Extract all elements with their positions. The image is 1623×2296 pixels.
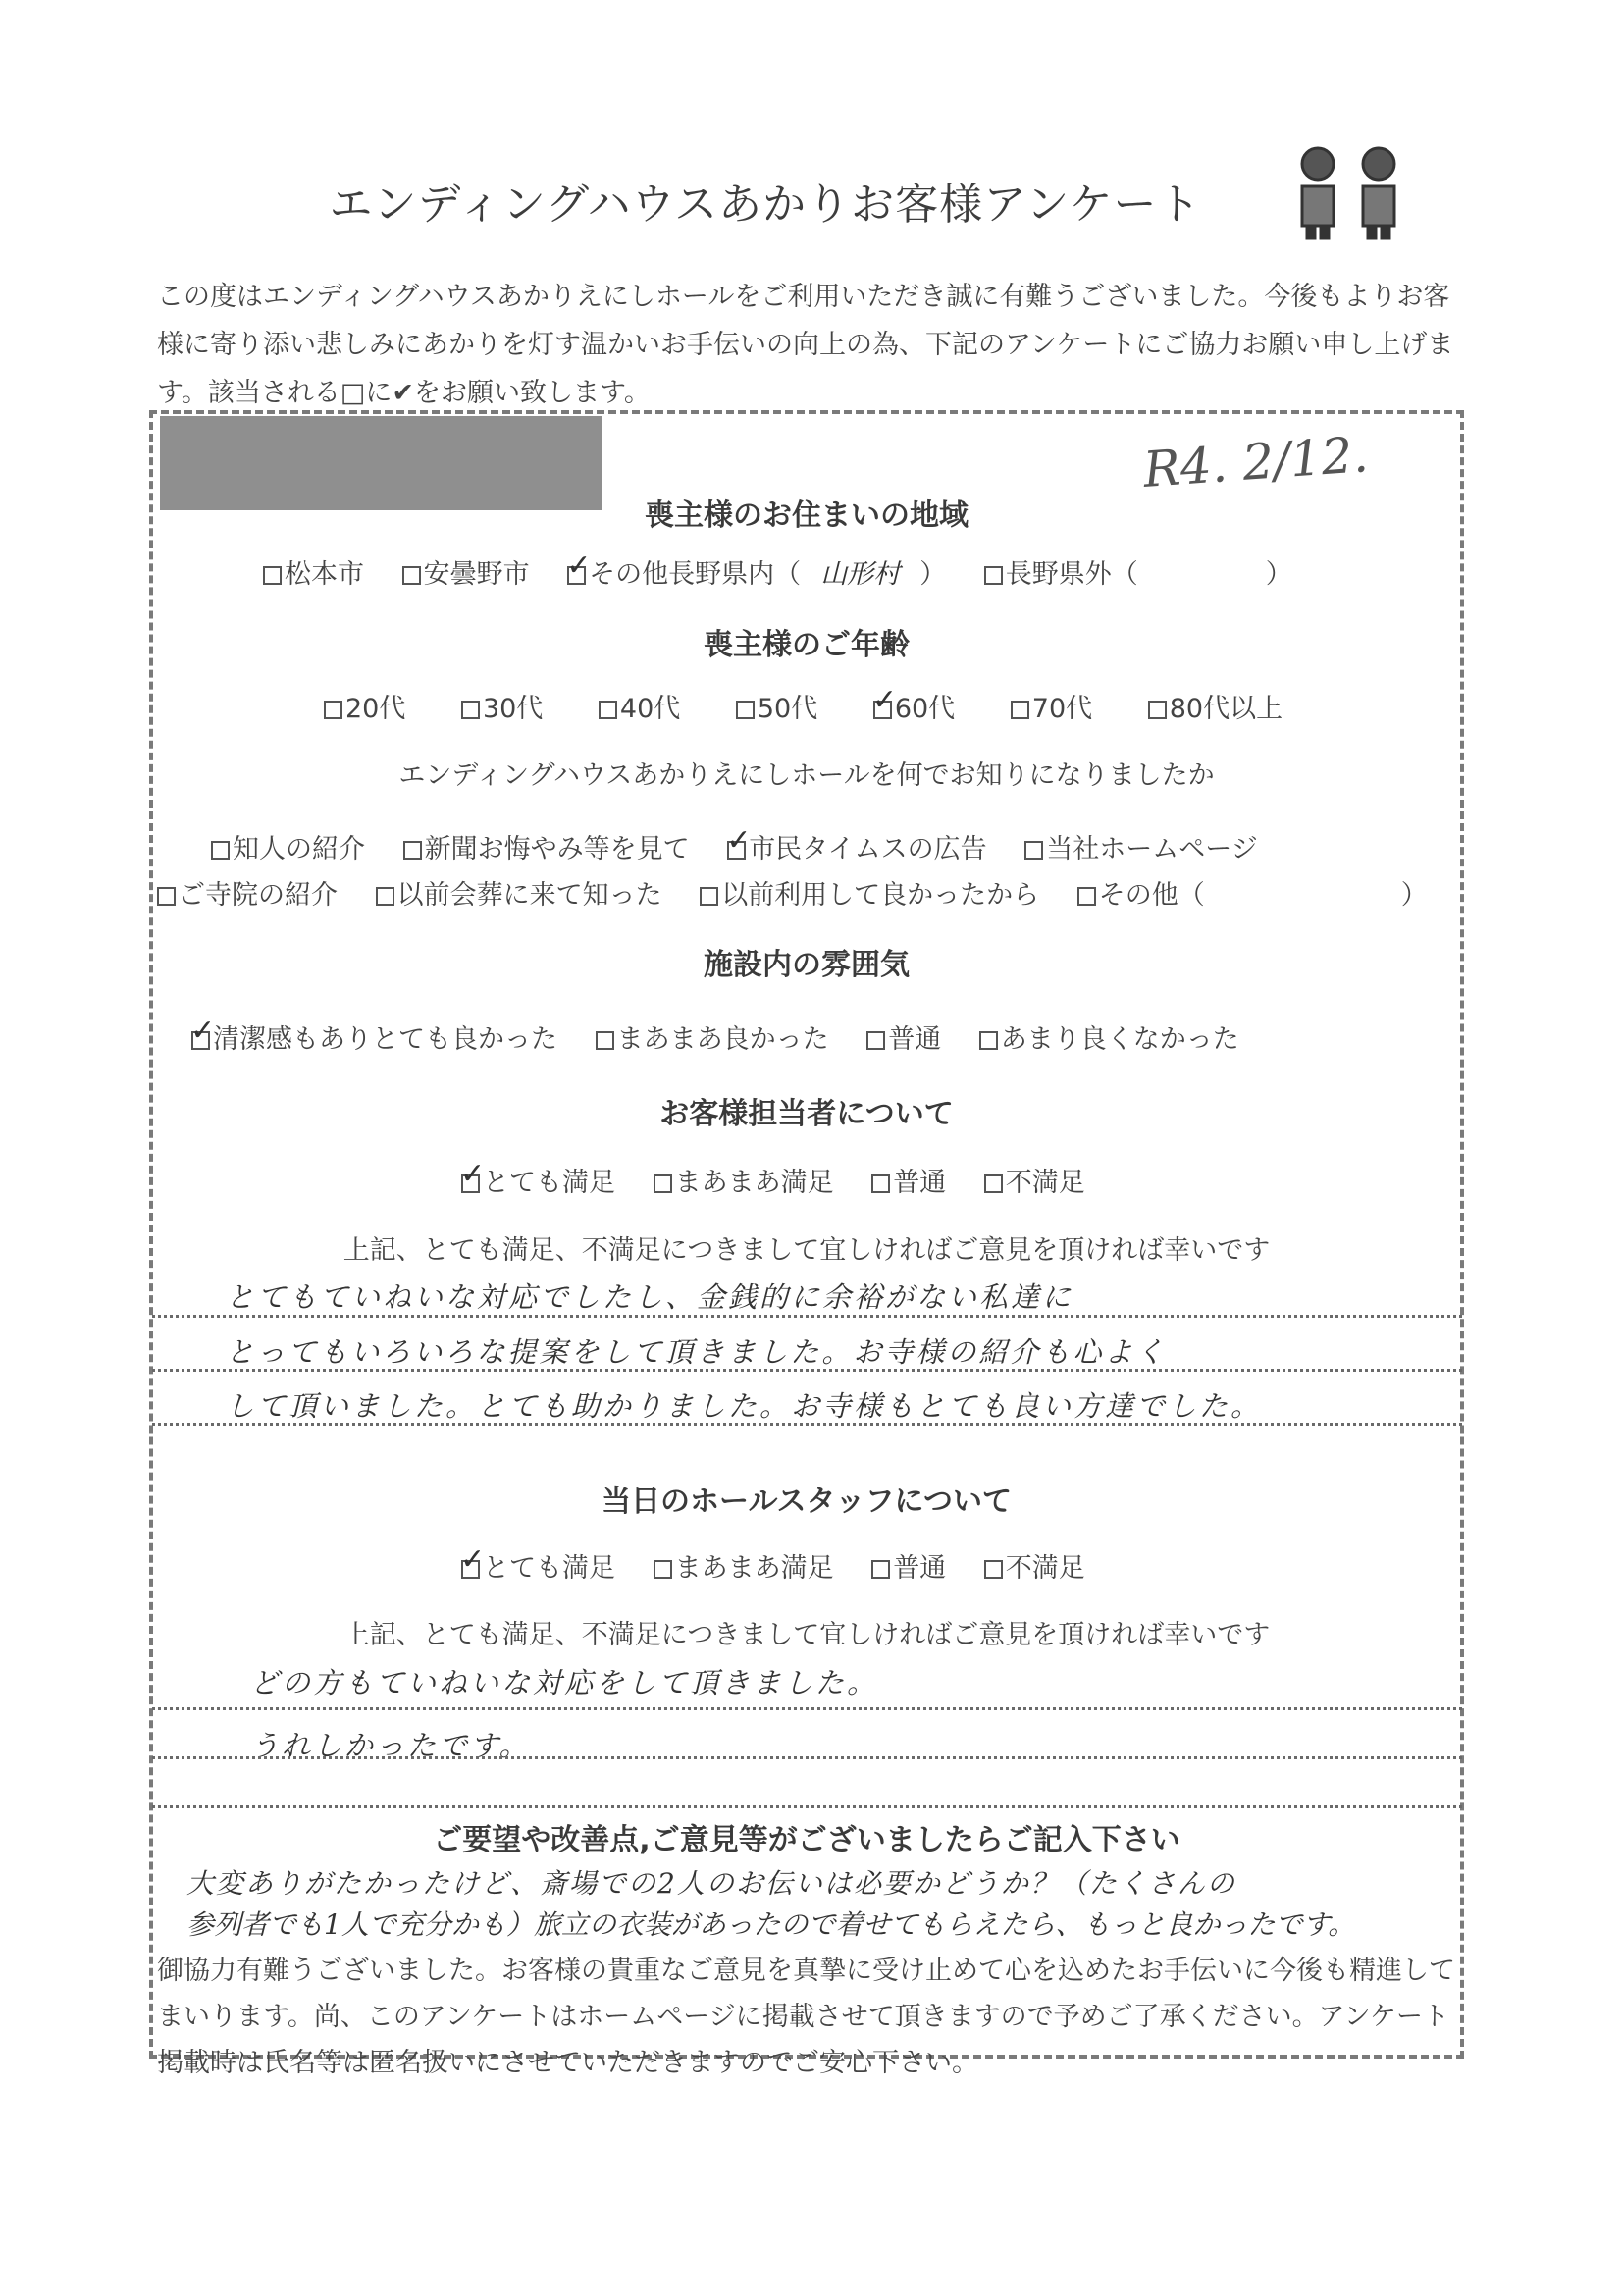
source-option[interactable]: 当社ホームページ	[1024, 827, 1257, 865]
staff-option[interactable]: まあまあ満足	[654, 1161, 834, 1199]
age-option[interactable]: 70代	[1011, 687, 1092, 725]
checkbox-checked[interactable]	[461, 1174, 480, 1193]
checkbox[interactable]	[596, 1031, 614, 1050]
age-option[interactable]: ✓ 60代	[873, 687, 955, 725]
atmosphere-option[interactable]: 普通	[866, 1018, 941, 1056]
checkbox[interactable]	[599, 701, 617, 719]
comment-dotted-line	[152, 1707, 1462, 1710]
age-option[interactable]: 50代	[736, 687, 817, 725]
comment-dotted-line	[152, 1369, 1462, 1372]
age-option[interactable]: 20代	[324, 687, 405, 725]
checkbox[interactable]	[871, 1174, 890, 1193]
checkbox[interactable]	[654, 1560, 672, 1579]
age-option[interactable]: 30代	[461, 687, 543, 725]
checkbox[interactable]	[403, 841, 422, 860]
staff-option[interactable]: 不満足	[984, 1161, 1085, 1199]
checkbox-checked[interactable]	[461, 1560, 480, 1579]
staff-figure-right	[1363, 148, 1394, 238]
comment-dotted-line	[152, 1805, 1462, 1808]
source-question: エンディングハウスあかりえにしホールを何でお知りになりましたか	[398, 760, 1215, 791]
checkbox[interactable]	[1011, 701, 1029, 719]
checkbox[interactable]	[1024, 841, 1043, 860]
source-option[interactable]: ご寺院の紹介	[157, 873, 338, 912]
region-options	[263, 552, 1292, 591]
checkbox[interactable]	[211, 841, 230, 860]
checkbox-checked[interactable]	[567, 566, 586, 585]
comment-dotted-line	[152, 1756, 1462, 1759]
region-option[interactable]: 長野県外（	[984, 552, 1138, 591]
source-options-row2	[157, 873, 1428, 912]
requests-comment-line: 参列者でも1人で充分かも）旅立の衣装があったので着せてもらえたら、もっと良かったです。	[186, 1908, 1356, 1941]
checkbox[interactable]	[736, 701, 755, 719]
source-option[interactable]: ✓ 市民タイムスの広告	[727, 827, 986, 865]
close-paren: ）	[1400, 880, 1428, 911]
close-paren: ）	[1265, 559, 1292, 590]
close-paren: ）	[919, 559, 947, 590]
requests-comment-line: 大変ありがたかったけど、斎場での2人のお伝いは必要かどうか？（たくさんの	[186, 1867, 1236, 1900]
staff-comment-line: して頂いました。とても助かりました。お寺様もとても良い方達でした。	[226, 1389, 1263, 1423]
hall-staff-option[interactable]: ✓とても満足	[461, 1546, 615, 1585]
hall-staff-option[interactable]: 不満足	[984, 1546, 1085, 1585]
checkbox-checked[interactable]	[873, 701, 892, 719]
source-option[interactable]: 以前会葬に来て知った	[376, 873, 662, 912]
atmosphere-option[interactable]: ✓清潔感もありとても良かった	[191, 1018, 557, 1056]
hall-staff-comment-line: どの方もていねいな対応をして頂きました。	[250, 1666, 879, 1699]
checkbox[interactable]	[984, 566, 1003, 585]
age-option[interactable]: 80代以上	[1148, 687, 1283, 725]
handwritten-date: R4. 2/12.	[1141, 426, 1371, 498]
checkbox[interactable]	[871, 1560, 890, 1579]
hall-staff-option[interactable]: 普通	[871, 1546, 946, 1585]
staff-heading: お客様担当者について	[659, 1097, 954, 1131]
hall-staff-prompt: 上記、とても満足、不満足につきまして宜しければご意見を頂ければ幸いです	[342, 1620, 1271, 1650]
region-option[interactable]: 松本市	[263, 552, 364, 591]
atmosphere-option[interactable]: あまり良くなかった	[979, 1018, 1239, 1056]
checkbox[interactable]	[461, 701, 480, 719]
region-option[interactable]: 安曇野市	[402, 552, 530, 591]
source-options-row1	[211, 827, 1258, 865]
comment-dotted-line	[152, 1315, 1462, 1318]
checkbox[interactable]	[157, 887, 176, 906]
comment-dotted-line	[152, 1423, 1462, 1426]
hall-staff-comment-line: うれしかったです。	[250, 1729, 531, 1762]
checkbox[interactable]	[324, 701, 342, 719]
atmosphere-option[interactable]: まあまあ良かった	[596, 1018, 829, 1056]
thanks-text: 御協力有難うございました。お客様の貴重なご意見を真摯に受け止めて心を込めたお手伝いに今後も精進してまいります。尚、このアンケートはホームページに掲載させて頂きますので予めご了承ください。アンケート掲載時は氏名等は匿名扱いにさせていただきますのでご安心下さい。	[157, 1956, 1455, 2078]
region-heading: 喪主様のお住まいの地域	[645, 498, 969, 533]
handwritten-region-value: 山形村	[820, 559, 901, 590]
page-title: エンディングハウスあかりお客様アンケート	[329, 180, 1202, 230]
intro-text: この度はエンディングハウスあかりえにしホールをご利用いただき誠に有難うございました。今後もよりお客様に寄り添い悲しみにあかりを灯す温かいお手伝いの向上の為、下記のアンケートにご協力お願い申し上げます。該当される□に✔をお願い致します。	[157, 282, 1454, 408]
checkbox-checked[interactable]	[191, 1031, 210, 1050]
atmosphere-heading: 施設内の雰囲気	[704, 948, 910, 982]
age-options	[324, 687, 1283, 725]
hall-staff-heading: 当日のホールスタッフについて	[602, 1485, 1012, 1519]
checkbox[interactable]	[654, 1174, 672, 1193]
checkbox[interactable]	[1077, 887, 1096, 906]
source-option[interactable]: 知人の紹介	[211, 827, 365, 865]
checkbox[interactable]	[1148, 701, 1167, 719]
age-heading: 喪主様のご年齢	[704, 628, 910, 662]
checkbox[interactable]	[866, 1031, 885, 1050]
requests-heading: ご要望や改善点,ご意見等がございましたらご記入下さい	[433, 1823, 1180, 1857]
staff-option[interactable]: ✓とても満足	[461, 1161, 615, 1199]
checkbox[interactable]	[700, 887, 718, 906]
checkbox[interactable]	[979, 1031, 998, 1050]
staff-prompt: 上記、とても満足、不満足につきまして宜しければご意見を頂ければ幸いです	[342, 1235, 1271, 1266]
source-option[interactable]: その他（	[1077, 873, 1205, 912]
staff-option[interactable]: 普通	[871, 1161, 946, 1199]
atmosphere-options	[191, 1018, 1239, 1056]
region-option[interactable]: ✓ その他長野県内（	[567, 552, 801, 591]
staff-comment-line: とてもていねいな対応でしたし、金銭的に余裕がない私達に	[226, 1280, 1074, 1314]
checkbox[interactable]	[376, 887, 394, 906]
source-option[interactable]: 新聞お悔やみ等を見て	[403, 827, 690, 865]
checkbox[interactable]	[402, 566, 421, 585]
source-option[interactable]: 以前利用して良かったから	[700, 873, 1039, 912]
checkbox[interactable]	[984, 1560, 1003, 1579]
hall-staff-option[interactable]: まあまあ満足	[654, 1546, 834, 1585]
checkbox-checked[interactable]	[727, 841, 746, 860]
staff-comment-line: とってもいろいろな提案をして頂きました。お寺様の紹介も心よく	[226, 1335, 1168, 1369]
staff-illustration	[1285, 142, 1413, 240]
staff-figure-left	[1302, 148, 1334, 238]
checkbox[interactable]	[263, 566, 282, 585]
age-option[interactable]: 40代	[599, 687, 680, 725]
checkbox[interactable]	[984, 1174, 1003, 1193]
staff-options	[461, 1161, 1085, 1199]
hall-staff-options	[461, 1546, 1085, 1585]
